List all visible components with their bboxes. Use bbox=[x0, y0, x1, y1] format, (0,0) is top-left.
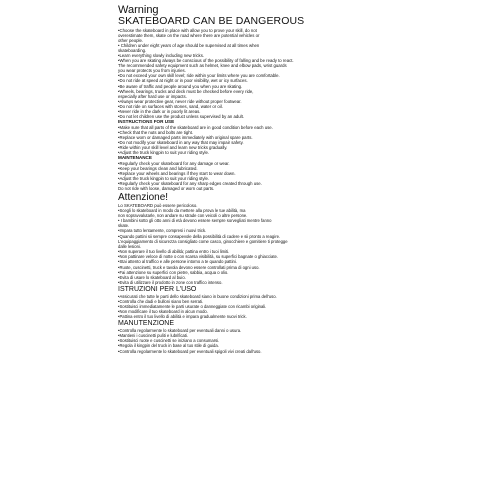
text-line: • I bambini sotto gli otto anni di età devono essere sempre sorvegliati mentre fanno bbox=[118, 218, 272, 224]
text-line: other people. bbox=[118, 38, 144, 44]
text-line: •Sostituisci immediatamente le parti usurate o danneggiate con ricambi originali. bbox=[118, 303, 267, 309]
text-line: you wear protects you from injuries. bbox=[118, 68, 186, 74]
istruzioni-text bbox=[118, 294, 386, 320]
text-line: •Do not exceed your own skill level; ride within your limits where you are comfortable. bbox=[118, 73, 280, 79]
text-line: •Learn everything slowly including new tricks. bbox=[118, 53, 205, 59]
text-line: skateboarding. bbox=[118, 48, 147, 54]
text-line: •Wheels, bearings, trucks and deck must be checked before every ride, bbox=[118, 88, 254, 94]
text-line: •Ride within your skill level and learn new tricks gradually. bbox=[118, 144, 228, 150]
text-line: •Assicurati che tutte le parti dello skateboard siano in buone condizioni prima dell'uso. bbox=[118, 293, 277, 299]
text-line: •Do not ride on surfaces with stones, sand, water or oil. bbox=[118, 103, 223, 109]
manutenzione-text bbox=[118, 328, 386, 354]
text-line: skate. bbox=[118, 223, 130, 229]
text-line: •Ruote, cuscinetti, truck e tavola devono essere controllati prima di ogni uso. bbox=[118, 264, 260, 270]
text-line: •Evita di utilizzare il prodotto in zone con traffico intenso. bbox=[118, 280, 223, 286]
attenzione-text bbox=[118, 208, 386, 285]
text-line: •Regola il kingpin del truck in base al tuo stile di guida. bbox=[118, 343, 219, 349]
text-line: •Controlla che dadi e bulloni siano ben serrati. bbox=[118, 298, 204, 304]
text-line: •Scegli lo skateboard in modo da mettere alla prova le tue abilità, ma bbox=[118, 207, 246, 213]
text-line: • Children under eight years of age should be supervised at all times when bbox=[118, 43, 260, 49]
text-line: •Make sure that all parts of the skateboard are in good condition before each use. bbox=[118, 124, 273, 130]
text-line: •Non superare il tuo livello di abilità; pattina entro i tuoi limiti. bbox=[118, 249, 230, 255]
text-line: •Be aware of traffic and people around you when you are skating. bbox=[118, 83, 243, 89]
warning-sheet bbox=[118, 4, 386, 498]
attenzione-subtitle: Lo SKATEBOARD può essere pericoloso. bbox=[118, 202, 198, 208]
text-line: •Fai attenzione su superfici con pietre, sabbia, acqua o olio. bbox=[118, 269, 229, 275]
english-section bbox=[118, 4, 386, 191]
text-line: •Do not let children use the product unless supervised by an adult. bbox=[118, 113, 244, 119]
text-line: •Evita di usare lo skateboard al buio. bbox=[118, 274, 186, 280]
italian-section bbox=[118, 192, 386, 354]
text-line: •Adjust the truck kingpin to suit your riding style. bbox=[118, 149, 210, 155]
text-line: •Always wear protective gear, never ride without proper footwear. bbox=[118, 98, 242, 104]
manutenzione-heading: MANUTENZIONE bbox=[118, 320, 174, 328]
istruzioni-heading: ISTRUZIONI PER L'USO bbox=[118, 286, 197, 294]
text-line: •Quando pattini sii sempre consapevole della possibilità di cadere e sii pronto a reagire. bbox=[118, 233, 281, 239]
text-line: Do not ride with loose, damaged or worn out parts. bbox=[118, 185, 215, 191]
text-line: non sopravvalutarle, non andare su strade con veicoli o altre persone. bbox=[118, 212, 248, 218]
text-line: The recommended safety equipment such as helmet, knee and elbow pads, wrist guards bbox=[118, 63, 287, 69]
text-line: •Replace your wheels and bearings if they start to wear down. bbox=[118, 170, 236, 176]
text-line: •Never ride in the dark or in poorly lit areas. bbox=[118, 108, 201, 114]
text-line: •Controlla regolarmente lo skateboard per eventuali spigoli vivi creati dall'uso. bbox=[118, 348, 262, 354]
text-line: •Sostituisci ruote e cuscinetti se iniziano a consumarsi. bbox=[118, 338, 220, 344]
text-line: •Adjust the truck kingpin to suit your riding style. bbox=[118, 175, 210, 181]
text-line: •Regularly check your skateboard for any damage or wear. bbox=[118, 160, 230, 166]
text-line: •Stai attento al traffico e alle persone intorno a te quando pattini. bbox=[118, 259, 237, 265]
text-line: •Keep your bearings clean and lubricated. bbox=[118, 165, 198, 171]
text-line: •Controlla regolarmente lo skateboard per eventuali danni o usura. bbox=[118, 327, 242, 333]
attenzione-title: Attenzione! bbox=[118, 191, 169, 203]
text-line: L'equipaggiamento di sicurezza consigliato come casco, ginocchiere e gomitiere ti protegge bbox=[118, 238, 288, 244]
text-line: •Impara tutto lentamente, compresi i nuovi trick. bbox=[118, 228, 207, 234]
text-line: •Non modificare il tuo skateboard in alcun modo. bbox=[118, 309, 208, 315]
text-line: •Choose the skateboard in place with allow you to prove your skill, do not bbox=[118, 28, 257, 33]
warning-subtitle: SKATEBOARD CAN BE DANGEROUS bbox=[118, 15, 305, 27]
text-line: •Do not ride at speed at night or in poor visibility, wet or icy surfaces. bbox=[118, 78, 248, 84]
text-line: •Mantieni i cuscinetti puliti e lubrificati. bbox=[118, 333, 189, 339]
instructions-text bbox=[118, 125, 386, 155]
text-line: •Pattina entro il tuo livello di abilità e impara gradualmente nuovi trick. bbox=[118, 314, 247, 320]
text-line: especially after hard use or impacts. bbox=[118, 93, 187, 99]
text-line: dalle lesioni. bbox=[118, 243, 142, 249]
text-line: •Replace worn or damaged parts immediately with original spare parts. bbox=[118, 134, 253, 140]
text-line: overestimate them, skate on the road where there are potential vehicles or bbox=[118, 33, 260, 39]
text-line: •When you are skating always be conscious of the possibility of falling and be ready to react. bbox=[118, 58, 294, 64]
warning-title: Warning bbox=[118, 4, 159, 16]
maintenance-heading: MAINTENANCE bbox=[118, 155, 152, 161]
text-line: •Do not modify your skateboard in any way that may impair safety. bbox=[118, 139, 244, 145]
text-line: •Regularly check your skateboard for any sharp edges created through use. bbox=[118, 180, 262, 186]
warning-text bbox=[118, 28, 386, 119]
instructions-heading: INSTRUCTIONS FOR USE bbox=[118, 119, 175, 125]
text-line: •Non pattinare veloce di notte o con scarsa visibilità, su superfici bagnate o ghiacciate. bbox=[118, 254, 278, 260]
maintenance-text bbox=[118, 161, 386, 191]
text-line: •Check that the nuts and bolts are tight. bbox=[118, 129, 194, 135]
